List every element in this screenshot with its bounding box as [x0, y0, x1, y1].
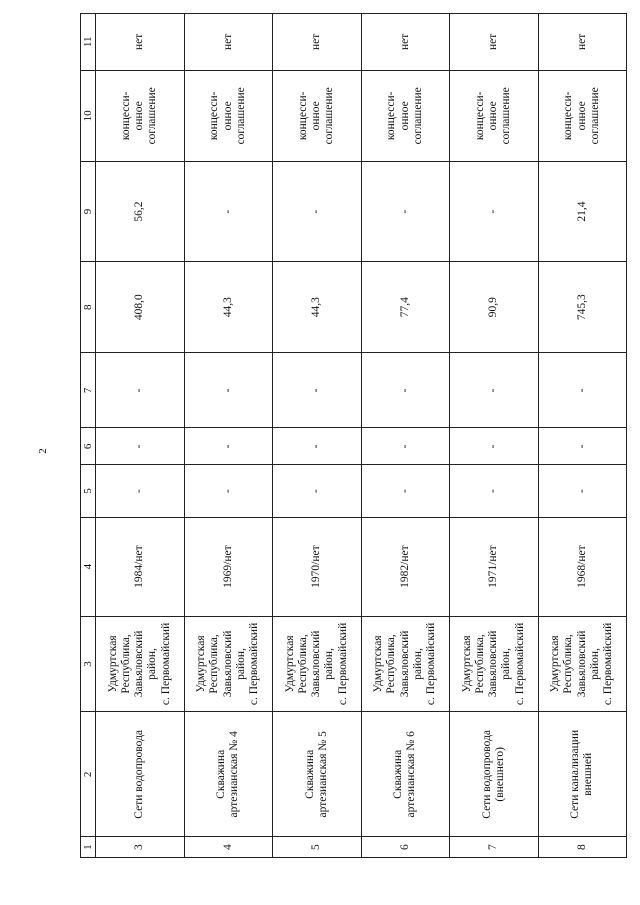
col-header-5: 5	[81, 465, 96, 517]
object-name: Сети канализации внешней	[538, 712, 627, 837]
cell-col-8: 44,3	[184, 262, 273, 353]
cell-col-8: 90,9	[450, 262, 539, 353]
table-row	[538, 14, 627, 858]
table-row	[184, 14, 273, 858]
cell-col-7: -	[96, 353, 185, 428]
col-header-4: 4	[81, 517, 96, 616]
cell-col-10: концесси- онное соглашение	[273, 70, 362, 161]
cell-col-8: 408,0	[96, 262, 185, 353]
object-address: Удмуртская Республика, Завьяловский район, с. Первомайский	[450, 616, 539, 712]
cell-col-6: -	[450, 428, 539, 465]
year-built: 1970/нет	[273, 517, 362, 616]
cell-col-10: концесси- онное соглашение	[361, 70, 450, 161]
cell-col-7: -	[538, 353, 627, 428]
object-name: Скважина артезианская № 4	[184, 712, 273, 837]
year-built: 1968/нет	[538, 517, 627, 616]
cell-col-10: концесси- онное соглашение	[538, 70, 627, 161]
col-header-9: 9	[81, 162, 96, 262]
cell-col-6: -	[273, 428, 362, 465]
cell-col-6: -	[184, 428, 273, 465]
cell-col-11: нет	[361, 14, 450, 71]
object-address: Удмуртская Республика, Завьяловский район, с. Первомайский	[184, 616, 273, 712]
object-address: Удмуртская Республика, Завьяловский район, с. Первомайский	[96, 616, 185, 712]
row-number: 4	[184, 837, 273, 858]
asset-table-rotated	[80, 13, 627, 858]
cell-col-5: -	[273, 465, 362, 517]
cell-col-6: -	[96, 428, 185, 465]
cell-col-11: нет	[450, 14, 539, 71]
cell-col-8: 77,4	[361, 262, 450, 353]
object-address: Удмуртская Республика, Завьяловский район, с. Первомайский	[361, 616, 450, 712]
object-address: Удмуртская Республика, Завьяловский район, с. Первомайский	[538, 616, 627, 712]
cell-col-5: -	[538, 465, 627, 517]
cell-col-11: нет	[96, 14, 185, 71]
col-header-11: 11	[81, 14, 96, 71]
cell-col-7: -	[361, 353, 450, 428]
year-built: 1971/нет	[450, 517, 539, 616]
cell-col-8: 44,3	[273, 262, 362, 353]
cell-col-5: -	[450, 465, 539, 517]
col-header-10: 10	[81, 70, 96, 161]
table-row	[96, 14, 185, 858]
col-header-1: 1	[81, 837, 96, 858]
cell-col-9: 56,2	[96, 162, 185, 262]
cell-col-5: -	[96, 465, 185, 517]
table-row	[361, 14, 450, 858]
year-built: 1982/нет	[361, 517, 450, 616]
table-row	[273, 14, 362, 858]
year-built: 1969/нет	[184, 517, 273, 616]
row-number: 7	[450, 837, 539, 858]
cell-col-9: 21,4	[538, 162, 627, 262]
cell-col-10: концесси- онное соглашение	[184, 70, 273, 161]
cell-col-5: -	[361, 465, 450, 517]
cell-col-7: -	[184, 353, 273, 428]
row-number: 5	[273, 837, 362, 858]
cell-col-6: -	[361, 428, 450, 465]
object-name: Скважина артезианская № 5	[273, 712, 362, 837]
cell-col-6: -	[538, 428, 627, 465]
col-header-8: 8	[81, 262, 96, 353]
object-name: Скважина артезианская № 6	[361, 712, 450, 837]
row-number: 6	[361, 837, 450, 858]
cell-col-7: -	[450, 353, 539, 428]
cell-col-11: нет	[184, 14, 273, 71]
cell-col-11: нет	[273, 14, 362, 71]
object-name: Сети водопровода (внешнего)	[450, 712, 539, 837]
cell-col-8: 745,3	[538, 262, 627, 353]
col-header-7: 7	[81, 353, 96, 428]
cell-col-7: -	[273, 353, 362, 428]
year-built: 1984/нет	[96, 517, 185, 616]
cell-col-9: -	[361, 162, 450, 262]
object-name: Сети водопровода	[96, 712, 185, 837]
cell-col-10: концесси- онное соглашение	[450, 70, 539, 161]
page-number: 2	[36, 448, 49, 454]
row-number: 3	[96, 837, 185, 858]
col-header-2: 2	[81, 712, 96, 837]
col-header-6: 6	[81, 428, 96, 465]
header-row	[81, 14, 96, 858]
cell-col-9: -	[450, 162, 539, 262]
cell-col-9: -	[184, 162, 273, 262]
cell-col-9: -	[273, 162, 362, 262]
object-address: Удмуртская Республика, Завьяловский район, с. Первомайский	[273, 616, 362, 712]
col-header-3: 3	[81, 616, 96, 712]
row-number: 8	[538, 837, 627, 858]
table-row	[450, 14, 539, 858]
cell-col-10: концесси- онное соглашение	[96, 70, 185, 161]
asset-table	[80, 13, 627, 858]
cell-col-11: нет	[538, 14, 627, 71]
cell-col-5: -	[184, 465, 273, 517]
